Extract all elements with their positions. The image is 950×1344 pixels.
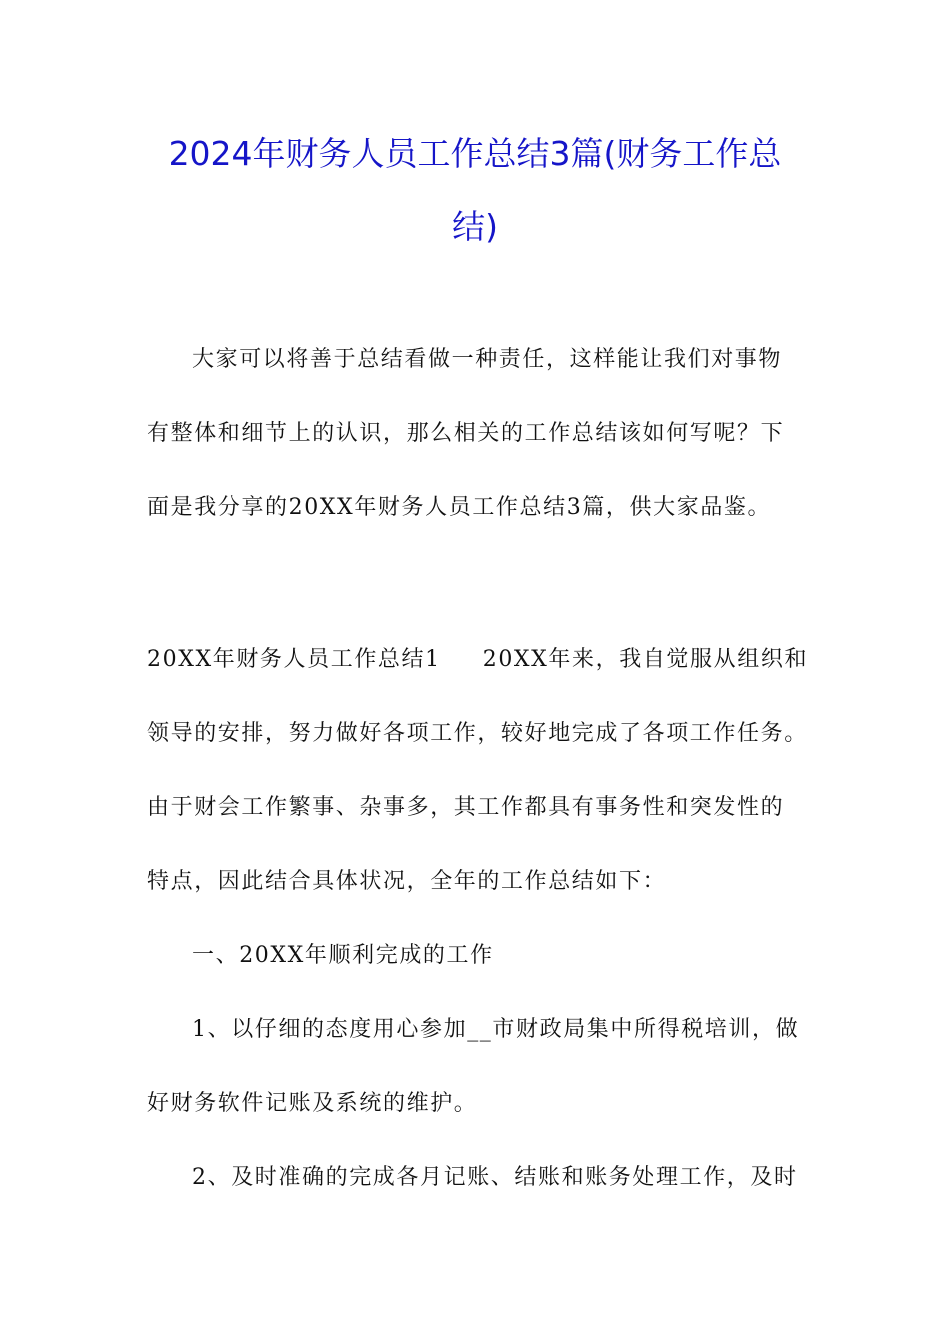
section-1-paragraph-line-3: 由于财会工作繁事、杂事多，其工作都具有事务性和突发性的 xyxy=(147,795,785,820)
document-title-line-1: 2024年财务人员工作总结3篇(财务工作总 xyxy=(168,134,782,173)
intro-paragraph-line-2: 有整体和细节上的认识，那么相关的工作总结该如何写呢？下 xyxy=(147,421,785,446)
intro-paragraph-line-1: 大家可以将善于总结看做一种责任，这样能让我们对事物 xyxy=(192,347,783,372)
item-1-line-2: 好财务软件记账及系统的维护。 xyxy=(147,1091,478,1116)
section-1-paragraph-line-1: 20XX年来，我自觉服从组织和 xyxy=(482,647,809,672)
subheading-completed-work: 一、20XX年顺利完成的工作 xyxy=(192,943,494,968)
intro-paragraph-line-3: 面是我分享的20XX年财务人员工作总结3篇，供大家品鉴。 xyxy=(147,495,772,520)
section-1-heading: 20XX年财务人员工作总结1 xyxy=(147,647,441,672)
item-1-line-1: 1、以仔细的态度用心参加__市财政局集中所得税培训，做 xyxy=(192,1017,800,1042)
section-1-first-line xyxy=(147,645,808,675)
section-1-paragraph-line-2: 领导的安排，努力做好各项工作，较好地完成了各项工作任务。 xyxy=(147,721,808,746)
document-title-line-2: 结) xyxy=(452,207,498,246)
item-2-line-1: 2、及时准确的完成各月记账、结账和账务处理工作，及时 xyxy=(192,1165,798,1190)
section-1-paragraph-line-4: 特点，因此结合具体状况，全年的工作总结如下： xyxy=(147,869,667,894)
